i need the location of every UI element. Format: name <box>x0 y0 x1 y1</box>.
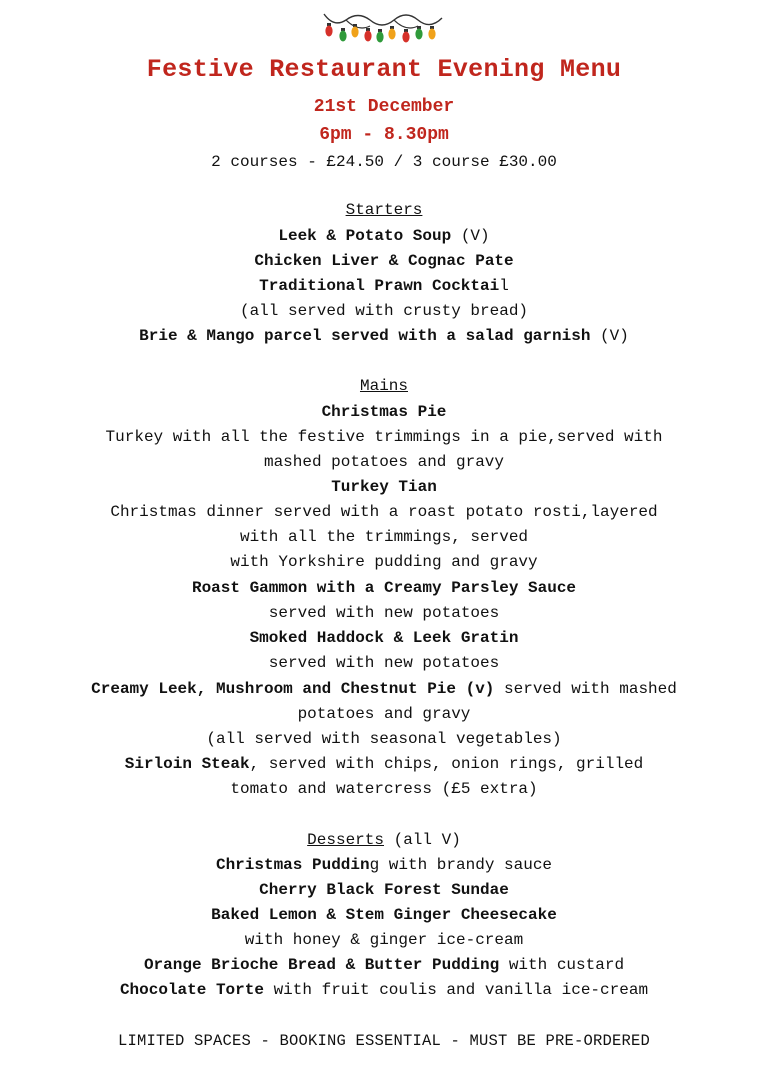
starter-item <box>0 224 768 249</box>
dessert-name: Baked Lemon & Stem Ginger Cheesecake <box>211 906 557 924</box>
dietary-tag: (V) <box>600 327 629 345</box>
main-description: with all the trimmings, served <box>239 528 529 546</box>
main-name: Creamy Leek, Mushroom and Chestnut Pie (v) <box>91 680 495 698</box>
starter-name: Traditional Prawn Cocktai <box>259 277 500 295</box>
main-description: potatoes and gravy <box>297 705 471 723</box>
desserts-heading-text: Desserts <box>307 831 384 849</box>
dessert-item <box>0 853 768 878</box>
event-time: 6pm - 8.30pm <box>319 125 449 145</box>
dessert-name: Cherry Black Forest Sundae <box>259 881 509 899</box>
main-description: Turkey with all the festive trimmings in a pie,served with <box>105 428 663 446</box>
starter-name-tail: l <box>499 277 509 295</box>
main-description: served with mashed <box>504 680 677 698</box>
main-description: tomato and watercress (£5 extra) <box>230 780 538 798</box>
mains-heading <box>0 374 768 399</box>
booking-notice: LIMITED SPACES - BOOKING ESSENTIAL - MUST BE PRE-ORDERED <box>117 1032 651 1050</box>
starter-name: Leek & Potato Soup <box>278 227 452 245</box>
pricing-info: 2 courses - £24.50 / 3 course £30.00 <box>211 153 557 171</box>
dessert-name: Orange Brioche Bread & Butter Pudding <box>143 956 500 974</box>
main-name: Sirloin Steak <box>124 755 250 773</box>
event-date: 21st December <box>313 97 455 117</box>
main-name: Christmas Pie <box>321 403 447 421</box>
mains-note: (all served with seasonal vegetables) <box>206 730 562 748</box>
desserts-heading <box>0 828 768 853</box>
starter-item <box>0 324 768 349</box>
main-name: Turkey Tian <box>331 478 437 496</box>
main-description: mashed potatoes and gravy <box>263 453 505 471</box>
dessert-description: g with brandy sauce <box>369 856 553 874</box>
main-item <box>0 677 768 702</box>
dietary-tag: (V) <box>460 227 490 245</box>
light-bulbs <box>325 23 435 43</box>
starter-item: Chicken Liver & Cognac Pate <box>254 252 514 270</box>
main-item <box>0 752 768 777</box>
dessert-name: Christmas Puddin <box>215 856 370 874</box>
starters-note: (all served with crusty bread) <box>239 302 529 320</box>
starter-name: Brie & Mango parcel served with a salad garnish <box>139 327 591 345</box>
dessert-description: with custard <box>499 956 625 974</box>
main-description: Christmas dinner served with a roast potato rosti,layered <box>110 503 658 521</box>
dessert-description: with honey & ginger ice-cream <box>244 931 524 949</box>
christmas-lights-icon <box>322 6 446 50</box>
dessert-item <box>0 953 768 978</box>
starters-heading <box>0 198 768 223</box>
main-name: Roast Gammon with a Creamy Parsley Sauce <box>191 579 577 597</box>
starter-item <box>0 274 768 299</box>
main-name: Smoked Haddock & Leek Gratin <box>249 629 519 647</box>
mains-heading-text: Mains <box>359 377 408 395</box>
page-title: Festive Restaurant Evening Menu <box>146 55 622 84</box>
dessert-description: with fruit coulis and vanilla ice-cream <box>273 981 649 999</box>
dietary-tag: (all V) <box>393 831 461 849</box>
main-description: , served with chips, onion rings, grilled <box>249 755 644 773</box>
starters-heading-text: Starters <box>345 201 423 219</box>
main-description: served with new potatoes <box>268 604 500 622</box>
main-description: with Yorkshire pudding and gravy <box>230 553 538 571</box>
dessert-item <box>0 978 768 1003</box>
dessert-name: Chocolate Torte <box>119 981 264 999</box>
main-description: served with new potatoes <box>268 654 500 672</box>
